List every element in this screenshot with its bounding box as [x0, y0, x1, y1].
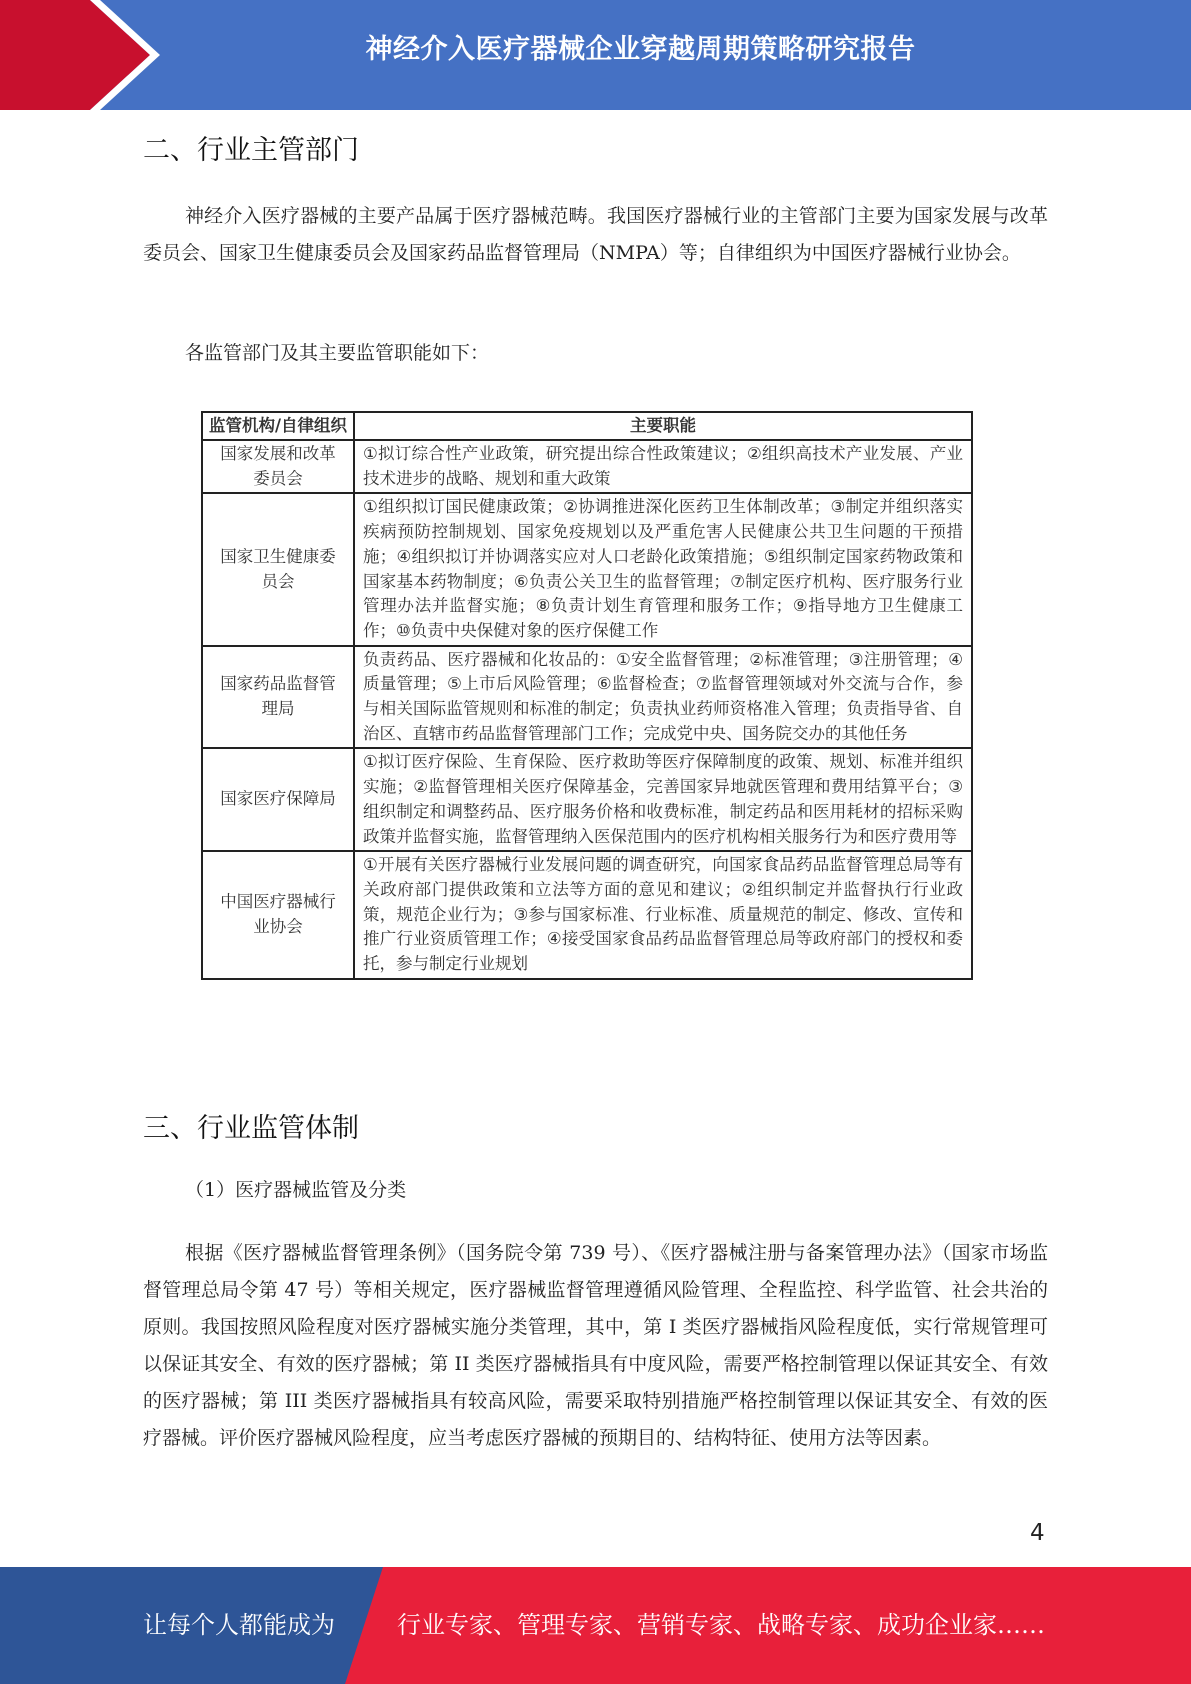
report-title: 神经介入医疗器械企业穿越周期策略研究报告 — [365, 34, 916, 65]
org-cell: 国家发展和改革委员会 — [202, 440, 354, 493]
section3-paragraph: 根据《医疗器械监督管理条例》（国务院令第 739 号）、《医疗器械注册与备案管理办法》（国家市场监督管理总局令第 47 号）等相关规定，医疗器械监督管理遵循风险管理、全程监控、科学监管、社会共治的原则。我国按照风险程度对医疗器械实施分类管理，其中，第 I 类医疗器械指风险程度低，实行常规管理可以保证其安全、有效的医疗器械；第 II 类医疗器械指具有中度风险，需要严格控制管理以保证其安全、有效的医疗器械；第 III 类医疗器械指具有较高风险，需要采取特别措施严格控制管理以保证其安全、有效的医疗器械。评价医疗器械风险程度，应当考虑医疗器械的预期目的、结构特征、使用方法等因素。 — [143, 1242, 1048, 1449]
section2-heading: 二、行业主管部门 — [143, 135, 359, 166]
table-row — [202, 851, 972, 979]
org-cell: 国家药品监督管理局 — [202, 646, 354, 749]
regulator-table — [201, 411, 973, 980]
duty-cell: 负责药品、医疗器械和化妆品的：①安全监督管理；②标准管理；③注册管理；④质量管理；⑤上市后风险管理；⑥监督检查；⑦监督管理领域对外交流与合作，参与相关国际监管规则和标准的制定；负责执业药师资格准入管理；负责指导省、自治区、直辖市药品监督管理部门工作；完成党中央、国务院交办的其他任务 — [354, 646, 972, 749]
section3-heading: 三、行业监管体制 — [143, 1113, 359, 1144]
footer-slogan-left: 让每个人都能成为 — [143, 1611, 335, 1639]
duty-cell: ①拟订医疗保险、生育保险、医疗救助等医疗保障制度的政策、规划、标准并组织实施；②监督管理相关医疗保障基金，完善国家异地就医管理和费用结算平台；③组织制定和调整药品、医疗服务价格和收费标准，制定药品和医用耗材的招标采购政策并监督实施，监督管理纳入医保范围内的医疗机构相关服务行为和医疗费用等 — [354, 748, 972, 851]
duty-cell: ①拟订综合性产业政策，研究提出综合性政策建议；②组织高技术产业发展、产业技术进步的战略、规划和重大政策 — [354, 440, 972, 493]
duty-cell: ①组织拟订国民健康政策；②协调推进深化医药卫生体制改革；③制定并组织落实疾病预防控制规划、国家免疫规划以及严重危害人民健康公共卫生问题的干预措施；④组织拟订并协调落实应对人口老龄化政策措施；⑤组织制定国家药物政策和国家基本药物制度；⑥负责公关卫生的监督管理；⑦制定医疗机构、医疗服务行业管理办法并监督实施；⑧负责计划生育管理和服务工作；⑨指导地方卫生健康工作；⑩负责中央保健对象的医疗保健工作 — [354, 493, 972, 645]
org-cell: 中国医疗器械行业协会 — [202, 851, 354, 979]
org-cell: 国家医疗保障局 — [202, 748, 354, 851]
table-intro: 各监管部门及其主要监管职能如下： — [185, 342, 490, 364]
section2-paragraph: 神经介入医疗器械的主要产品属于医疗器械范畴。我国医疗器械行业的主管部门主要为国家发展与改革委员会、国家卫生健康委员会及国家药品监督管理局（NMPA）等；自律组织为中国医疗器械行业协会。 — [143, 205, 1048, 264]
duty-cell: ①开展有关医疗器械行业发展问题的调查研究，向国家食品药品监督管理总局等有关政府部门提供政策和立法等方面的意见和建议；②组织制定并监督执行行业政策，规范企业行为；③参与国家标准、行业标准、质量规范的制定、修改、宣传和推广行业资质管理工作；④接受国家食品药品监督管理总局等政府部门的授权和委托，参与制定行业规划 — [354, 851, 972, 979]
table-row — [202, 440, 972, 493]
table-row — [202, 493, 972, 645]
footer-slogan-right: 行业专家、管理专家、营销专家、战略专家、成功企业家…… — [397, 1611, 1045, 1639]
table-header-row — [202, 412, 972, 440]
section3-subheading: （1）医疗器械监管及分类 — [185, 1179, 407, 1201]
org-cell: 国家卫生健康委员会 — [202, 493, 354, 645]
footer-banner — [0, 1567, 1191, 1684]
header-org: 监管机构/自律组织 — [202, 412, 354, 440]
header-duty: 主要职能 — [354, 412, 972, 440]
table-row — [202, 748, 972, 851]
header-banner — [0, 0, 1191, 110]
page-number: 4 — [1030, 1520, 1045, 1546]
table-row — [202, 646, 972, 749]
